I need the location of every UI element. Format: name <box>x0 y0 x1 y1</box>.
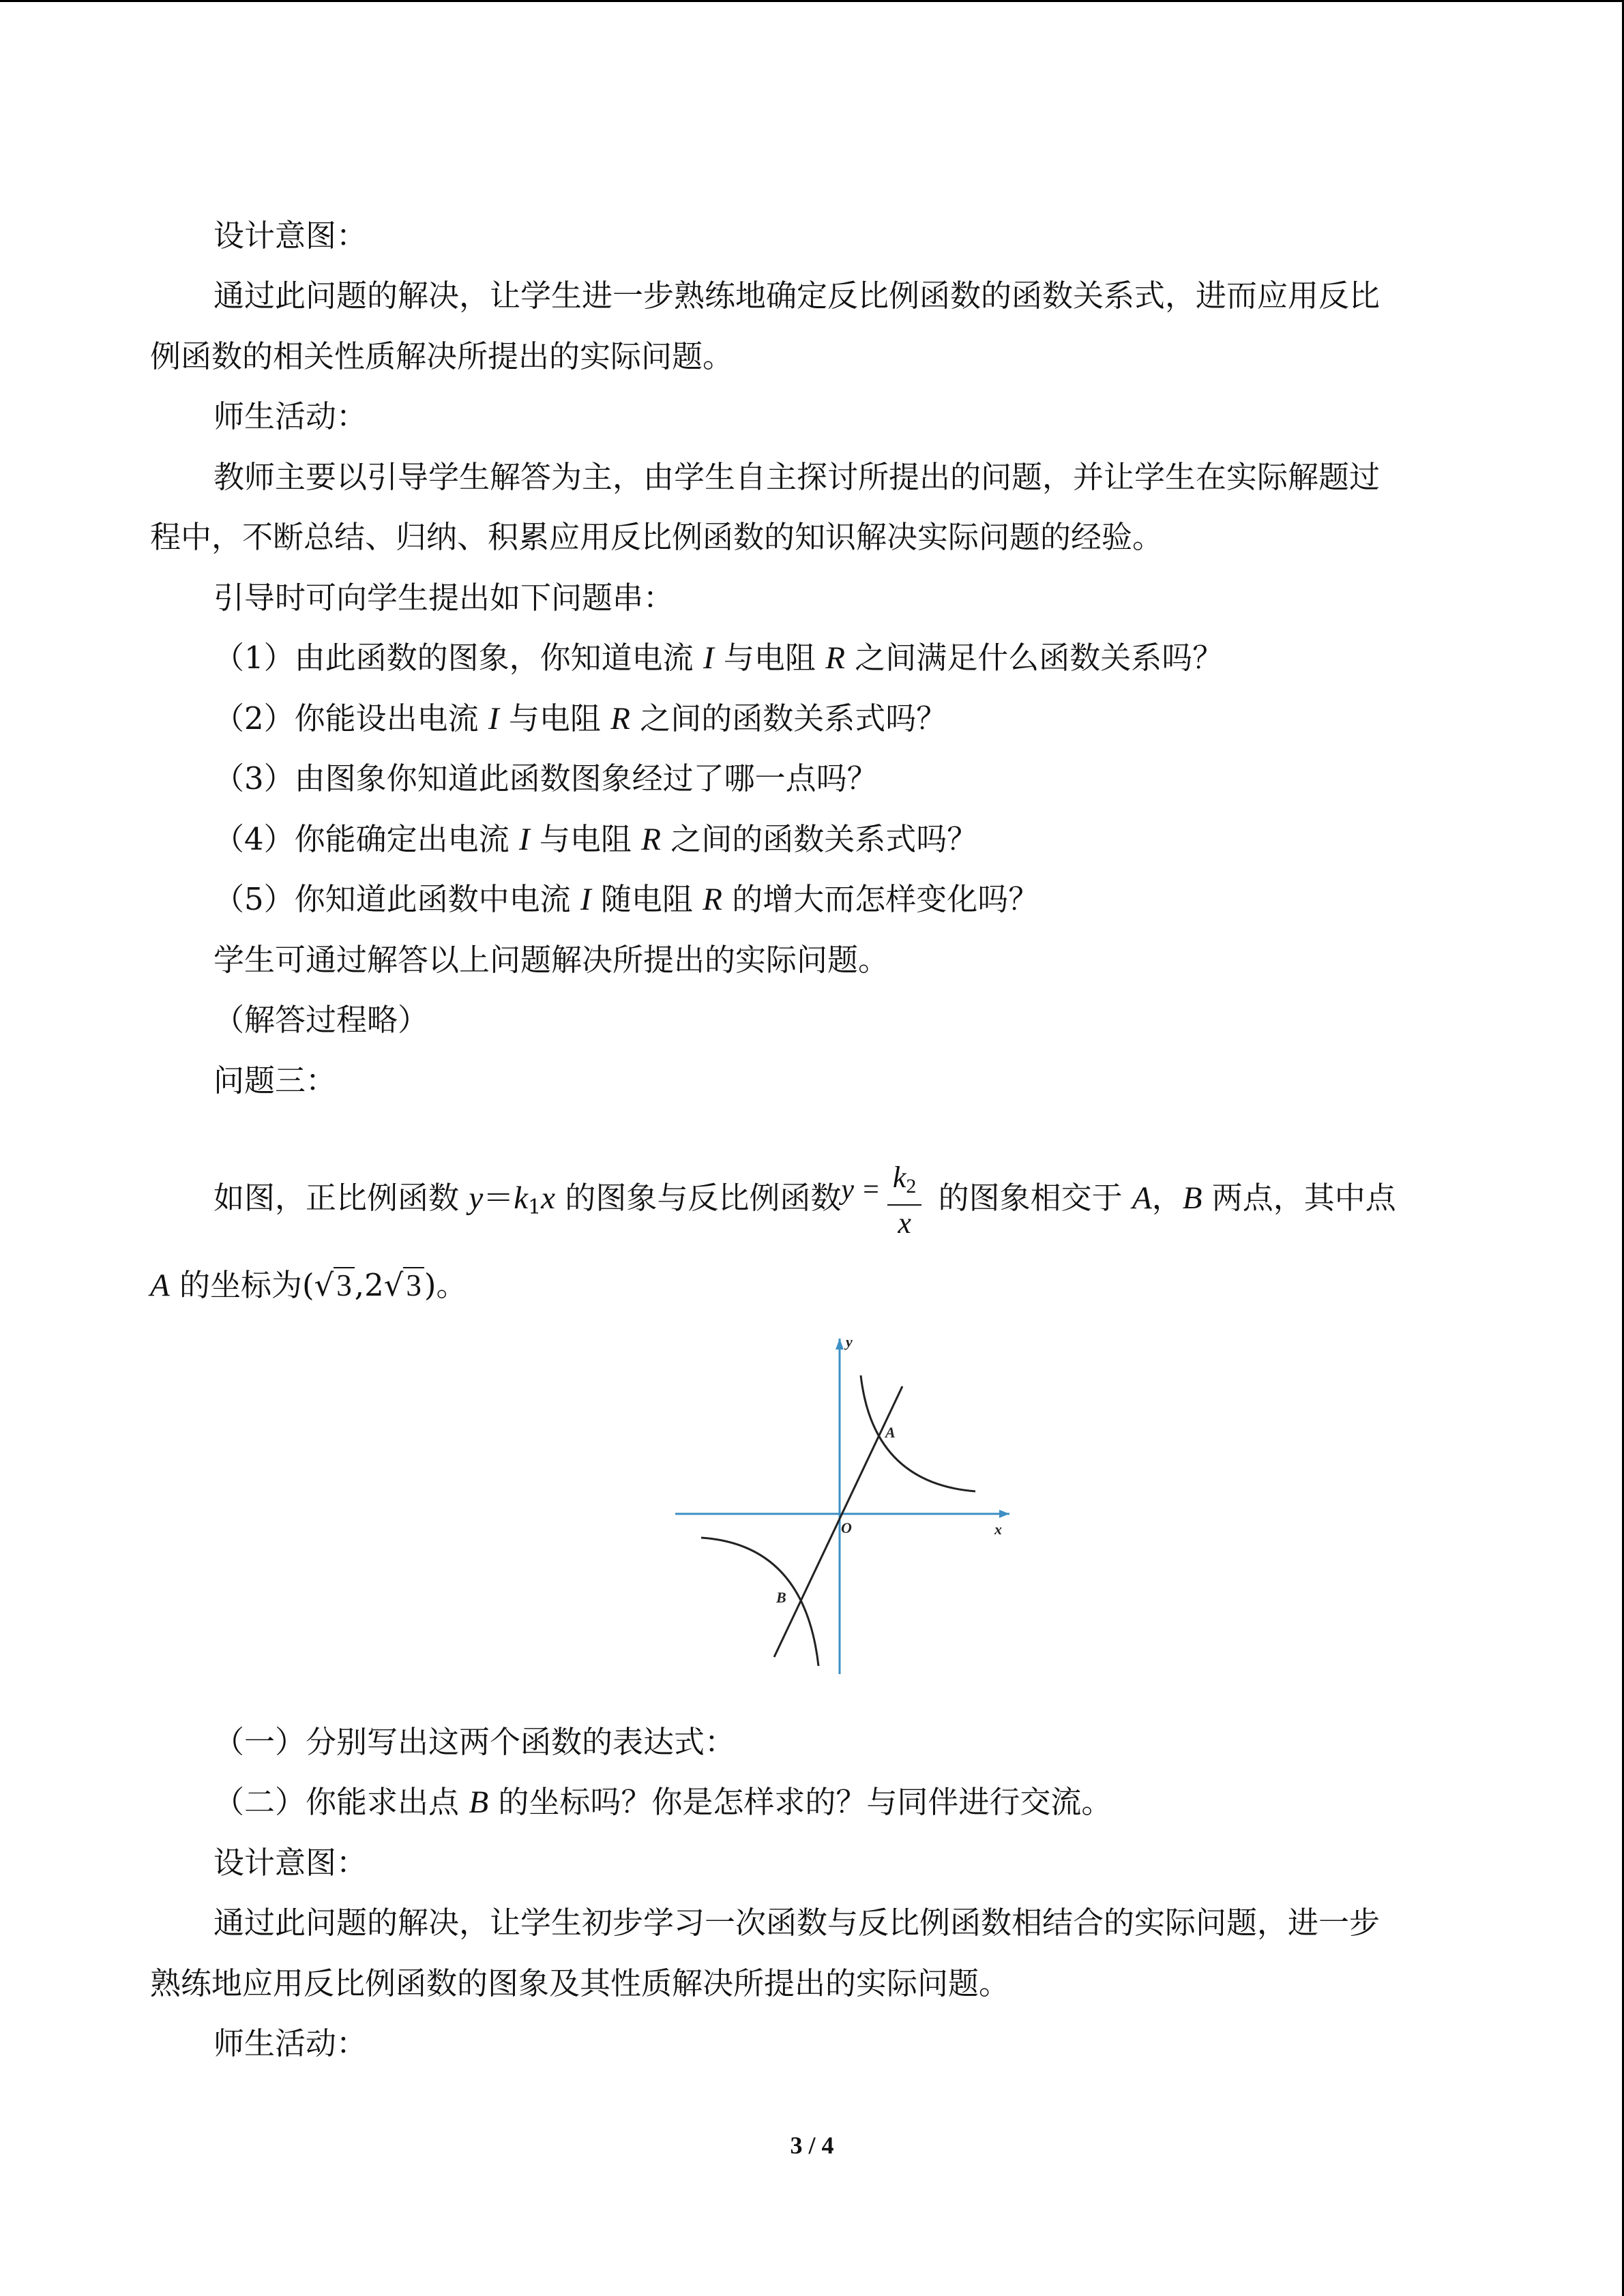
var-resistance: R <box>825 640 845 676</box>
label-y: y <box>846 1333 853 1350</box>
fraction-k2-over-x: $\frac{k_2}{x}$ <box>887 1160 922 1241</box>
activity-label: 师生活动： <box>213 398 368 434</box>
var-current: I <box>703 640 714 676</box>
var-resistance: R <box>610 701 630 736</box>
activity-line-2: 程中，不断总结、归纳、积累应用反比例函数的知识解决实际问题的经验。 <box>150 519 1164 555</box>
question-1: （1）由此函数的图象，你知道电流 I 与电阻 R 之间满足什么函数关系吗？ <box>213 640 1224 676</box>
question-4: （4）你能确定出电流 I 与电阻 R 之间的函数关系式吗？ <box>213 821 978 857</box>
y-axis-arrow <box>836 1339 844 1350</box>
students-solve: 学生可通过解答以上问题解决所提出的实际问题。 <box>213 942 889 978</box>
point-a-coordinates: A 的坐标为(√3,2√3)。 <box>150 1267 467 1303</box>
label-point-a: A <box>885 1424 896 1441</box>
x-axis-arrow <box>999 1510 1009 1518</box>
question-5: （5）你知道此函数中电流 I 随电阻 R 的增大而怎样变化吗？ <box>213 881 1039 917</box>
activity-line-1: 教师主要以引导学生解答为主，由学生自主探讨所提出的问题，并让学生在实际解题过 <box>213 459 1381 495</box>
design-intent-2-label: 设计意图： <box>213 1845 368 1881</box>
label-point-b: B <box>776 1589 786 1606</box>
var-resistance: R <box>641 822 661 857</box>
label-x: x <box>994 1521 1002 1538</box>
var-current: I <box>580 882 591 917</box>
sub-question-1: （一）分别写出这两个函数的表达式： <box>213 1724 736 1760</box>
question-3: （3）由图象你知道此函数图象经过了哪一点吗？ <box>213 760 878 796</box>
solution-omitted: （解答过程略） <box>213 1002 429 1038</box>
sqrt-3: √3 <box>384 1267 424 1303</box>
question-2: （2）你能设出电流 I 与电阻 R 之间的函数关系式吗？ <box>213 700 947 736</box>
problem-3-statement: 如图，正比例函数 $y=k_1x$ 的图象与反比例函数y = $\frac{k_2}{x}$ 的图象相交于 A，B 两点，其中点 <box>213 1161 1396 1240</box>
design-intent-label: 设计意图： <box>213 218 368 254</box>
sub-question-2: （二）你能求出点 B 的坐标吗？你是怎样求的？与同伴进行交流。 <box>213 1784 1112 1820</box>
page-number: 3 / 4 <box>790 2132 834 2159</box>
var-current: I <box>488 701 499 736</box>
label-origin: O <box>841 1519 852 1536</box>
design-intent-2-line-2: 熟练地应用反比例函数的图象及其性质解决所提出的实际问题。 <box>150 1965 1010 2001</box>
function-graph-figure <box>675 1333 1016 1681</box>
design-intent-line-2: 例函数的相关性质解决所提出的实际问题。 <box>150 338 734 374</box>
top-border <box>0 0 1624 2</box>
var-current: I <box>518 822 530 857</box>
hyperbola-branch-q1 <box>861 1375 975 1491</box>
var-resistance: R <box>703 882 722 917</box>
problem-3-label: 问题三： <box>213 1062 337 1099</box>
sqrt-3: √3 <box>314 1267 355 1303</box>
design-intent-line-1: 通过此问题的解决，让学生进一步熟练地确定反比例函数的函数关系式，进而应用反比 <box>213 278 1381 314</box>
guide-intro: 引导时可向学生提出如下问题串： <box>213 580 675 616</box>
proportional-line <box>774 1386 902 1657</box>
design-intent-2-line-1: 通过此问题的解决，让学生初步学习一次函数与反比例函数相结合的实际问题，进一步 <box>213 1905 1381 1941</box>
activity-2-label: 师生活动： <box>213 2025 368 2061</box>
